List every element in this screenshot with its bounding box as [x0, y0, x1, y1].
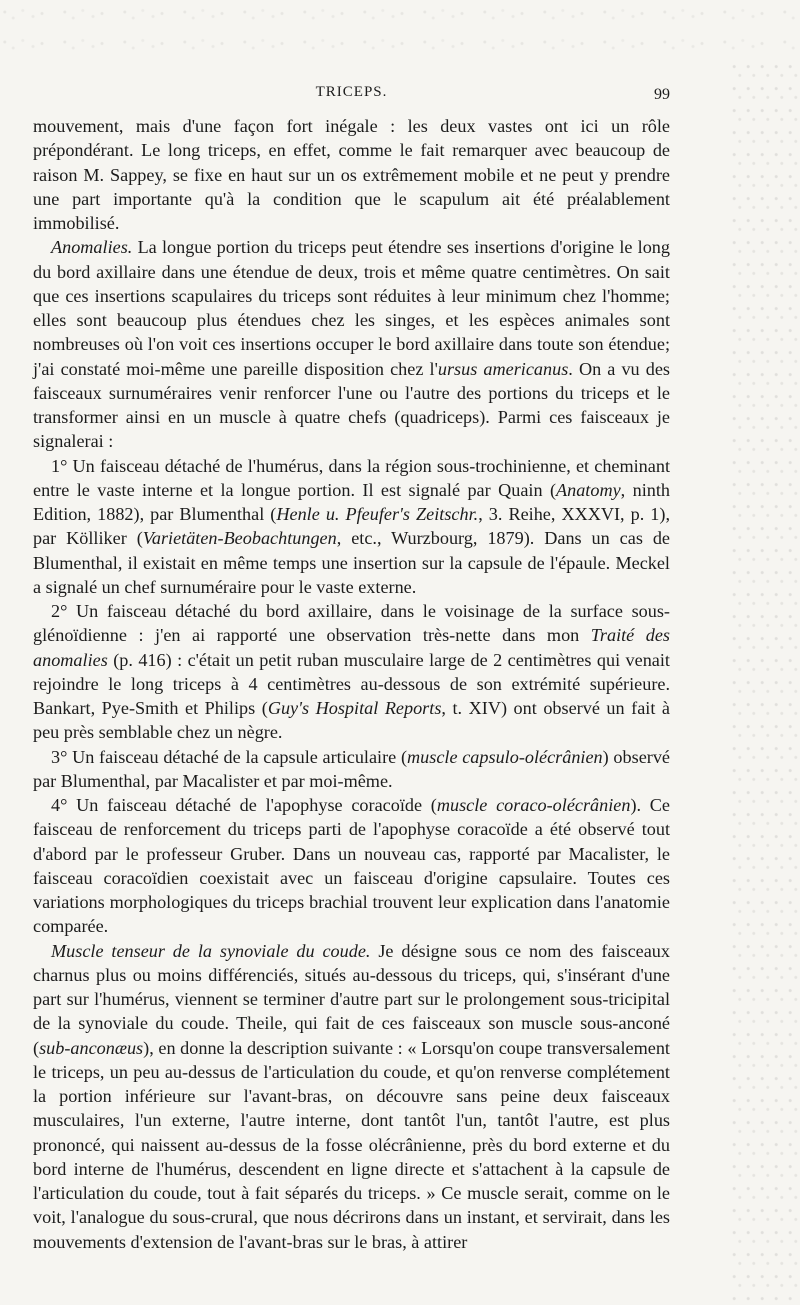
italic-run: sub-anconæus: [39, 1037, 144, 1058]
book-page: [33, 84, 670, 1254]
paragraph-item-2: [33, 599, 670, 745]
running-header: [33, 84, 670, 114]
italic-run: Varietäten-Beobachtungen: [142, 528, 337, 549]
italic-run: muscle capsulo-olécrânien: [407, 746, 603, 767]
text-run: , etc., Wurzbourg, 1879). Dans un cas de Blumenthal, il existait en même temps une insertion sur la capsule de l'épaule. Meckel a signalé un chef surnuméraire pour le vaste externe.: [33, 528, 670, 597]
italic-run: Anomalies.: [51, 237, 133, 258]
running-title: TRICEPS.: [315, 84, 388, 100]
text-run: 4° Un faisceau détaché de l'apophyse coracoïde (: [51, 795, 437, 815]
paragraph-item-4: [33, 793, 670, 939]
scan-noise-top: [0, 0, 800, 62]
text-run: mouvement, mais d'une façon fort inégale : les deux vastes ont ici un rôle prépondérant. Le long triceps, en effet, comme le fait remarquer avec beaucoup de raison M. Sappey, se fixe en haut sur un os extrêmement mobile et ne peut y prendre une part importante qu'à la condition que le scapulum ait été préalablement immobilisé.: [33, 116, 670, 233]
text-run: 2° Un faisceau détaché du bord axillaire, dans le voisinage de la surface sous-glénoïdienne : j'en ai rapporté une observation très-nette dans mon: [33, 601, 670, 646]
italic-run: Anatomy: [556, 479, 621, 500]
text-run: ). Ce faisceau de renforcement du triceps parti de l'apophyse coracoïde a été observé tout d'abord par le professeur Gruber. Dans un nouveau cas, rapporté par Macalister, le faisceau coracoïdien coexistait avec un faisceau d'origine capsulaire. Toutes ces variations morphologiques du triceps brachial trouvent leur explication dans l'anatomie comparée.: [33, 795, 671, 937]
paragraph-item-1: [33, 454, 670, 600]
page-number: 99: [654, 86, 670, 103]
italic-run: Muscle tenseur de la synoviale du coude.: [51, 940, 371, 961]
text-run: 1° Un faisceau détaché de l'humérus, dans la région sous-trochinienne, et cheminant entre le vaste interne et la longue portion. Il est signalé par Quain (: [33, 455, 670, 500]
text-run: , ninth Edition, 1882), par Blumenthal (: [33, 479, 670, 524]
text-run: 3° Un faisceau détaché de la capsule articulaire (: [51, 746, 408, 767]
text-run: , t. XIV) ont observé un fait à peu près semblable chez un nègre.: [33, 698, 671, 743]
text-run: , 3. Reihe, XXXVI, p. 1), par Kölliker (: [33, 504, 670, 549]
text-run: ) observé par Blumenthal, par Macalister et par moi-même.: [33, 746, 670, 791]
text-run: La longue portion du triceps peut étendre ses insertions d'origine le long du bord axillaire dans une étendue de deux, trois et même quatre centimètres. On sait que ces insertions scapulaires du triceps sont réduites à leur minimum chez l'homme; elles sont beaucoup plus étendues chez les singes, et les espèces animales sont nombreuses où l'on voit ces insertions occuper le bord axillaire dans toute son étendue; j'ai constaté moi-même une pareille disposition chez l': [33, 237, 670, 379]
italic-run: ursus americanus: [437, 358, 569, 379]
italic-run: Henle u. Pfeufer's Zeitschr.: [276, 504, 479, 524]
text-run: ), en donne la description suivante : « Lorsqu'on coupe transversalement le triceps, un peu au-dessus de l'articulation du coude, et qu'on renverse complétement la portion inférieure sur l'avant-bras, on découvre sans peine deux faisceaux musculaires, l'un externe, l'autre interne, dont tantôt l'un, tantôt l'autre, est plus prononcé, qui naissent au-dessus de la fosse olécrânienne, près du bord externe et du bord interne de l'humérus, descendent en ligne directe et s'attachent à la capsule de l'articulation du coude, tout à fait séparés du triceps. » Ce muscle serait, comme on le voit, l'analogue du sous-crural, que nous décrirons dans un instant, et servirait, dans les mouvements d'extension de l'avant-bras sur le bras, à attirer: [33, 1037, 670, 1252]
text-run: (p. 416) : c'était un petit ruban musculaire large de 2 centimètres qui venait rejoindre le long triceps à 4 centimètres au-dessous de son extrémité supérieure. Bankart, Pye-Smith et Philips (: [33, 649, 670, 718]
text-run: Je désigne sous ce nom des faisceaux charnus plus ou moins différenciés, situés au-dessous du triceps, qui, s'insérant d'une part sur l'humérus, viennent se terminer d'autre part sur le prolongement sous-tricipital de la synoviale du coude. Theile, qui fait de ces faisceaux son muscle sous-anconé (: [33, 940, 670, 1058]
italic-run: muscle coraco-olécrânien: [436, 795, 631, 815]
paragraph-continuation: [33, 114, 670, 235]
paragraph-anomalies: [33, 235, 670, 453]
italic-run: Guy's Hospital Reports: [267, 698, 442, 718]
body-text: [33, 114, 670, 1254]
italic-run: Traité des anomalies: [33, 625, 670, 670]
scan-noise-right-edge: [730, 60, 800, 1305]
paragraph-muscle-tenseur: [33, 939, 670, 1254]
paragraph-item-3: [33, 745, 670, 794]
text-run: . On a vu des faisceaux surnuméraires venir renforcer l'une ou l'autre des portions du triceps et le transformer ainsi en un muscle à quatre chefs (quadriceps). Parmi ces faisceaux je signalerai :: [33, 358, 670, 452]
